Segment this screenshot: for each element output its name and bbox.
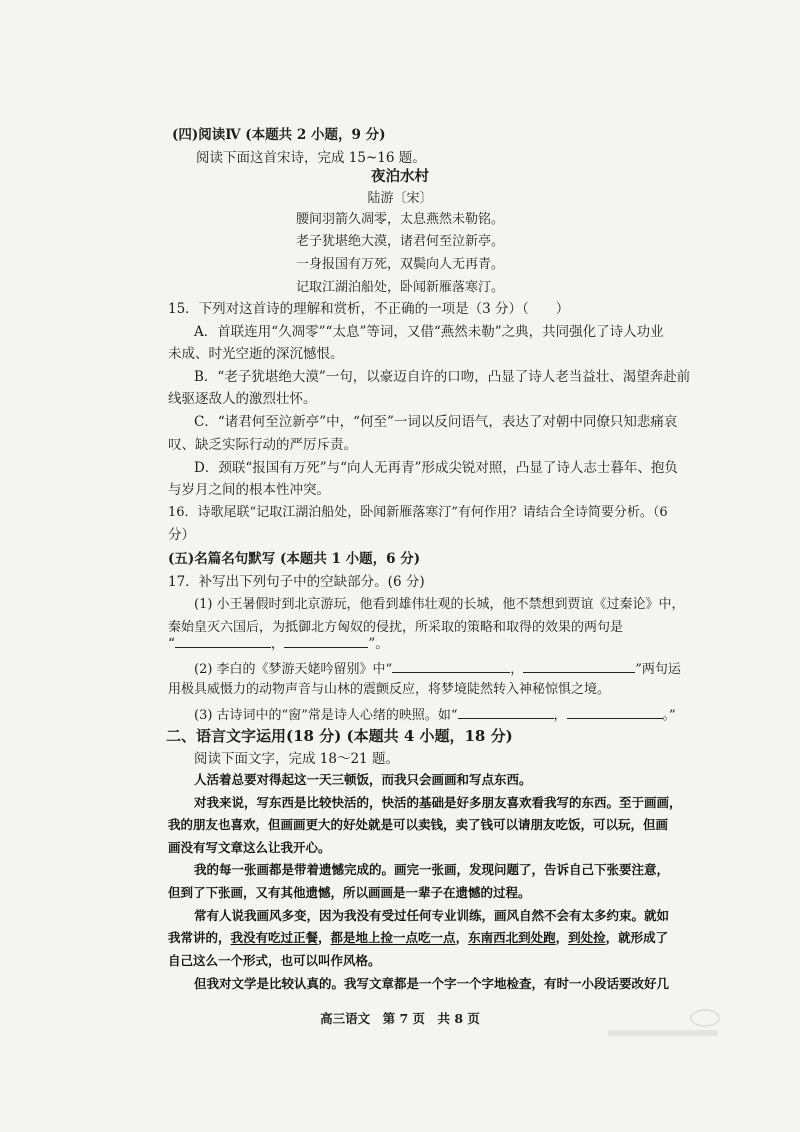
option-a: A．首联连用“久凋零”“太息”等词，又借“燕然未勒”之典，共同强化了诗人功业 <box>194 324 664 340</box>
dictation-item-1-cont: 秦始皇灭六国后，为抵御北方匈奴的侵扰，所采取的策略和取得的效果的两句是 <box>168 620 624 635</box>
answer-blank[interactable] <box>567 704 663 719</box>
poem-line: 老子犹堪绝大漠，诸君何至泣新亭。 <box>295 234 504 249</box>
poem-author: 陆游〔宋〕 <box>367 191 433 206</box>
dictation-item-3: (3) 古诗词中的“窗”常是诗人心绪的映照。如“ ， 。” <box>194 704 676 725</box>
answer-blank[interactable] <box>458 704 554 719</box>
dictation-item-2: (2) 李白的《梦游天姥吟留别》中“ ， ”两句运 <box>194 658 681 679</box>
option-c-cont: 叹、缺乏实际行动的严厉斥责。 <box>168 437 357 453</box>
poem-line: 腰间羽箭久凋零，太息燕然未勒铭。 <box>295 212 504 227</box>
option-d: D．颈联“报国有万死”与“向人无再青”形成尖锐对照，凸显了诗人志士暮年、抱负 <box>194 460 678 476</box>
answer-blank[interactable] <box>175 633 271 648</box>
poem-line: 一身报国有万死，双鬓向人无再青。 <box>295 257 504 272</box>
part-2-instruction: 阅读下面文字，完成 18～21 题。 <box>194 751 399 767</box>
question-17-stem: 17．补写出下列句子中的空缺部分。(6 分) <box>168 574 425 590</box>
option-b-cont: 线驱逐敌人的激烈壮怀。 <box>168 391 317 407</box>
section-heading-reading-4: (四)阅读Ⅳ (本题共 2 小题，9 分) <box>172 127 386 143</box>
passage-line: 我的每一张画都是带着遗憾完成的。画完一张画，发现问题了，告诉自己下张要注意， <box>194 862 670 877</box>
underlined-phrase: 都是地上捡一点吃一点 <box>330 930 456 945</box>
dictation-item-1: (1) 小王暑假时到北京游玩，他看到雄伟壮观的长城，他不禁想到贾谊《过秦论》中， <box>194 597 685 612</box>
comma: ， <box>270 636 285 652</box>
poem-line: 记取江湖泊船处，卧闻新雁落寒汀。 <box>295 280 504 295</box>
passage-line: 常有人说我画风多变，因为我没有受过任何专业训练，画风自然不会有太多约束。就如 <box>194 908 670 923</box>
answer-blank[interactable] <box>392 658 510 673</box>
option-a-cont: 未成、时光空逝的深沉憾恨。 <box>168 346 344 362</box>
passage-line: 但到了下张画，又有其他遗憾，所以画画是一辈子在遗憾的过程。 <box>168 885 531 900</box>
watermark-icon <box>600 1006 730 1046</box>
quote-mark: ”。 <box>368 636 389 652</box>
answer-blank[interactable] <box>523 658 635 673</box>
option-d-cont: 与岁月之间的根本性冲突。 <box>168 482 330 498</box>
page-footer: 高三语文 第 7 页 共 8 页 <box>320 1011 480 1026</box>
poem-title: 夜泊水村 <box>371 168 429 185</box>
reading-instruction: 阅读下面这首宋诗，完成 15~16 题。 <box>196 150 426 166</box>
passage-line: 画没有写文章这么让我开心。 <box>168 840 331 855</box>
passage-line: 我常讲的，我没有吃过正餐，都是地上捡一点吃一点，东南西北到处跑，到处捡，就形成了 <box>168 930 669 945</box>
watermark-smudge <box>600 1006 730 1046</box>
passage-line: 自己这么一个形式，也可以叫作风格。 <box>168 953 381 968</box>
answer-blank[interactable] <box>284 633 368 648</box>
underlined-phrase: 到处捡 <box>568 930 606 945</box>
passage-line: 人活着总要对得起这一天三顿饭，而我只会画画和写点东西。 <box>194 772 532 787</box>
part-2-heading: 二、语言文字运用(18 分) (本题共 4 小题，18 分) <box>166 727 513 745</box>
dictation-item-1-answer <box>168 633 389 653</box>
question-15-stem: 15．下列对这首诗的理解和赏析，不正确的一项是（3 分）（ ） <box>168 301 570 317</box>
dictation-item-2-cont: 用极具威慑力的动物声音与山林的震颤反应，将梦境陡然转入神秘惊惧之境。 <box>168 682 611 697</box>
question-16: 16．诗歌尾联“记取江湖泊船处，卧闻新雁落寒汀”有何作用？请结合全诗简要分析。（6 <box>168 505 668 520</box>
question-16-cont: 分） <box>168 527 195 543</box>
underlined-phrase: 我没有吃过正餐 <box>230 930 319 945</box>
passage-line: 对我来说，写东西是比较快活的，快活的基础是好多朋友喜欢看我写的东西。至于画画， <box>194 795 682 810</box>
passage-line: 我的朋友也喜欢，但画画更大的好处就是可以卖钱，卖了钱可以请朋友吃饭，可以玩，但画 <box>168 817 669 832</box>
option-b: B．“老子犹堪绝大漠”一句，以豪迈自许的口吻，凸显了诗人老当益壮、渴望奔赴前 <box>194 369 691 385</box>
underlined-phrase: 东南西北到处跑 <box>468 930 556 945</box>
passage-line: 但我对文学是比较认真的。我写文章都是一个字一个字地检查，有时一小段话要改好几 <box>194 976 670 991</box>
section-heading-dictation: (五)名篇名句默写 (本题共 1 小题，6 分) <box>168 551 421 567</box>
option-c: C．“诸君何至泣新亭”中，“何至”一词以反问语气，表达了对朝中同僚只知悲痛哀 <box>194 414 678 430</box>
quote-mark: “ <box>168 636 175 652</box>
